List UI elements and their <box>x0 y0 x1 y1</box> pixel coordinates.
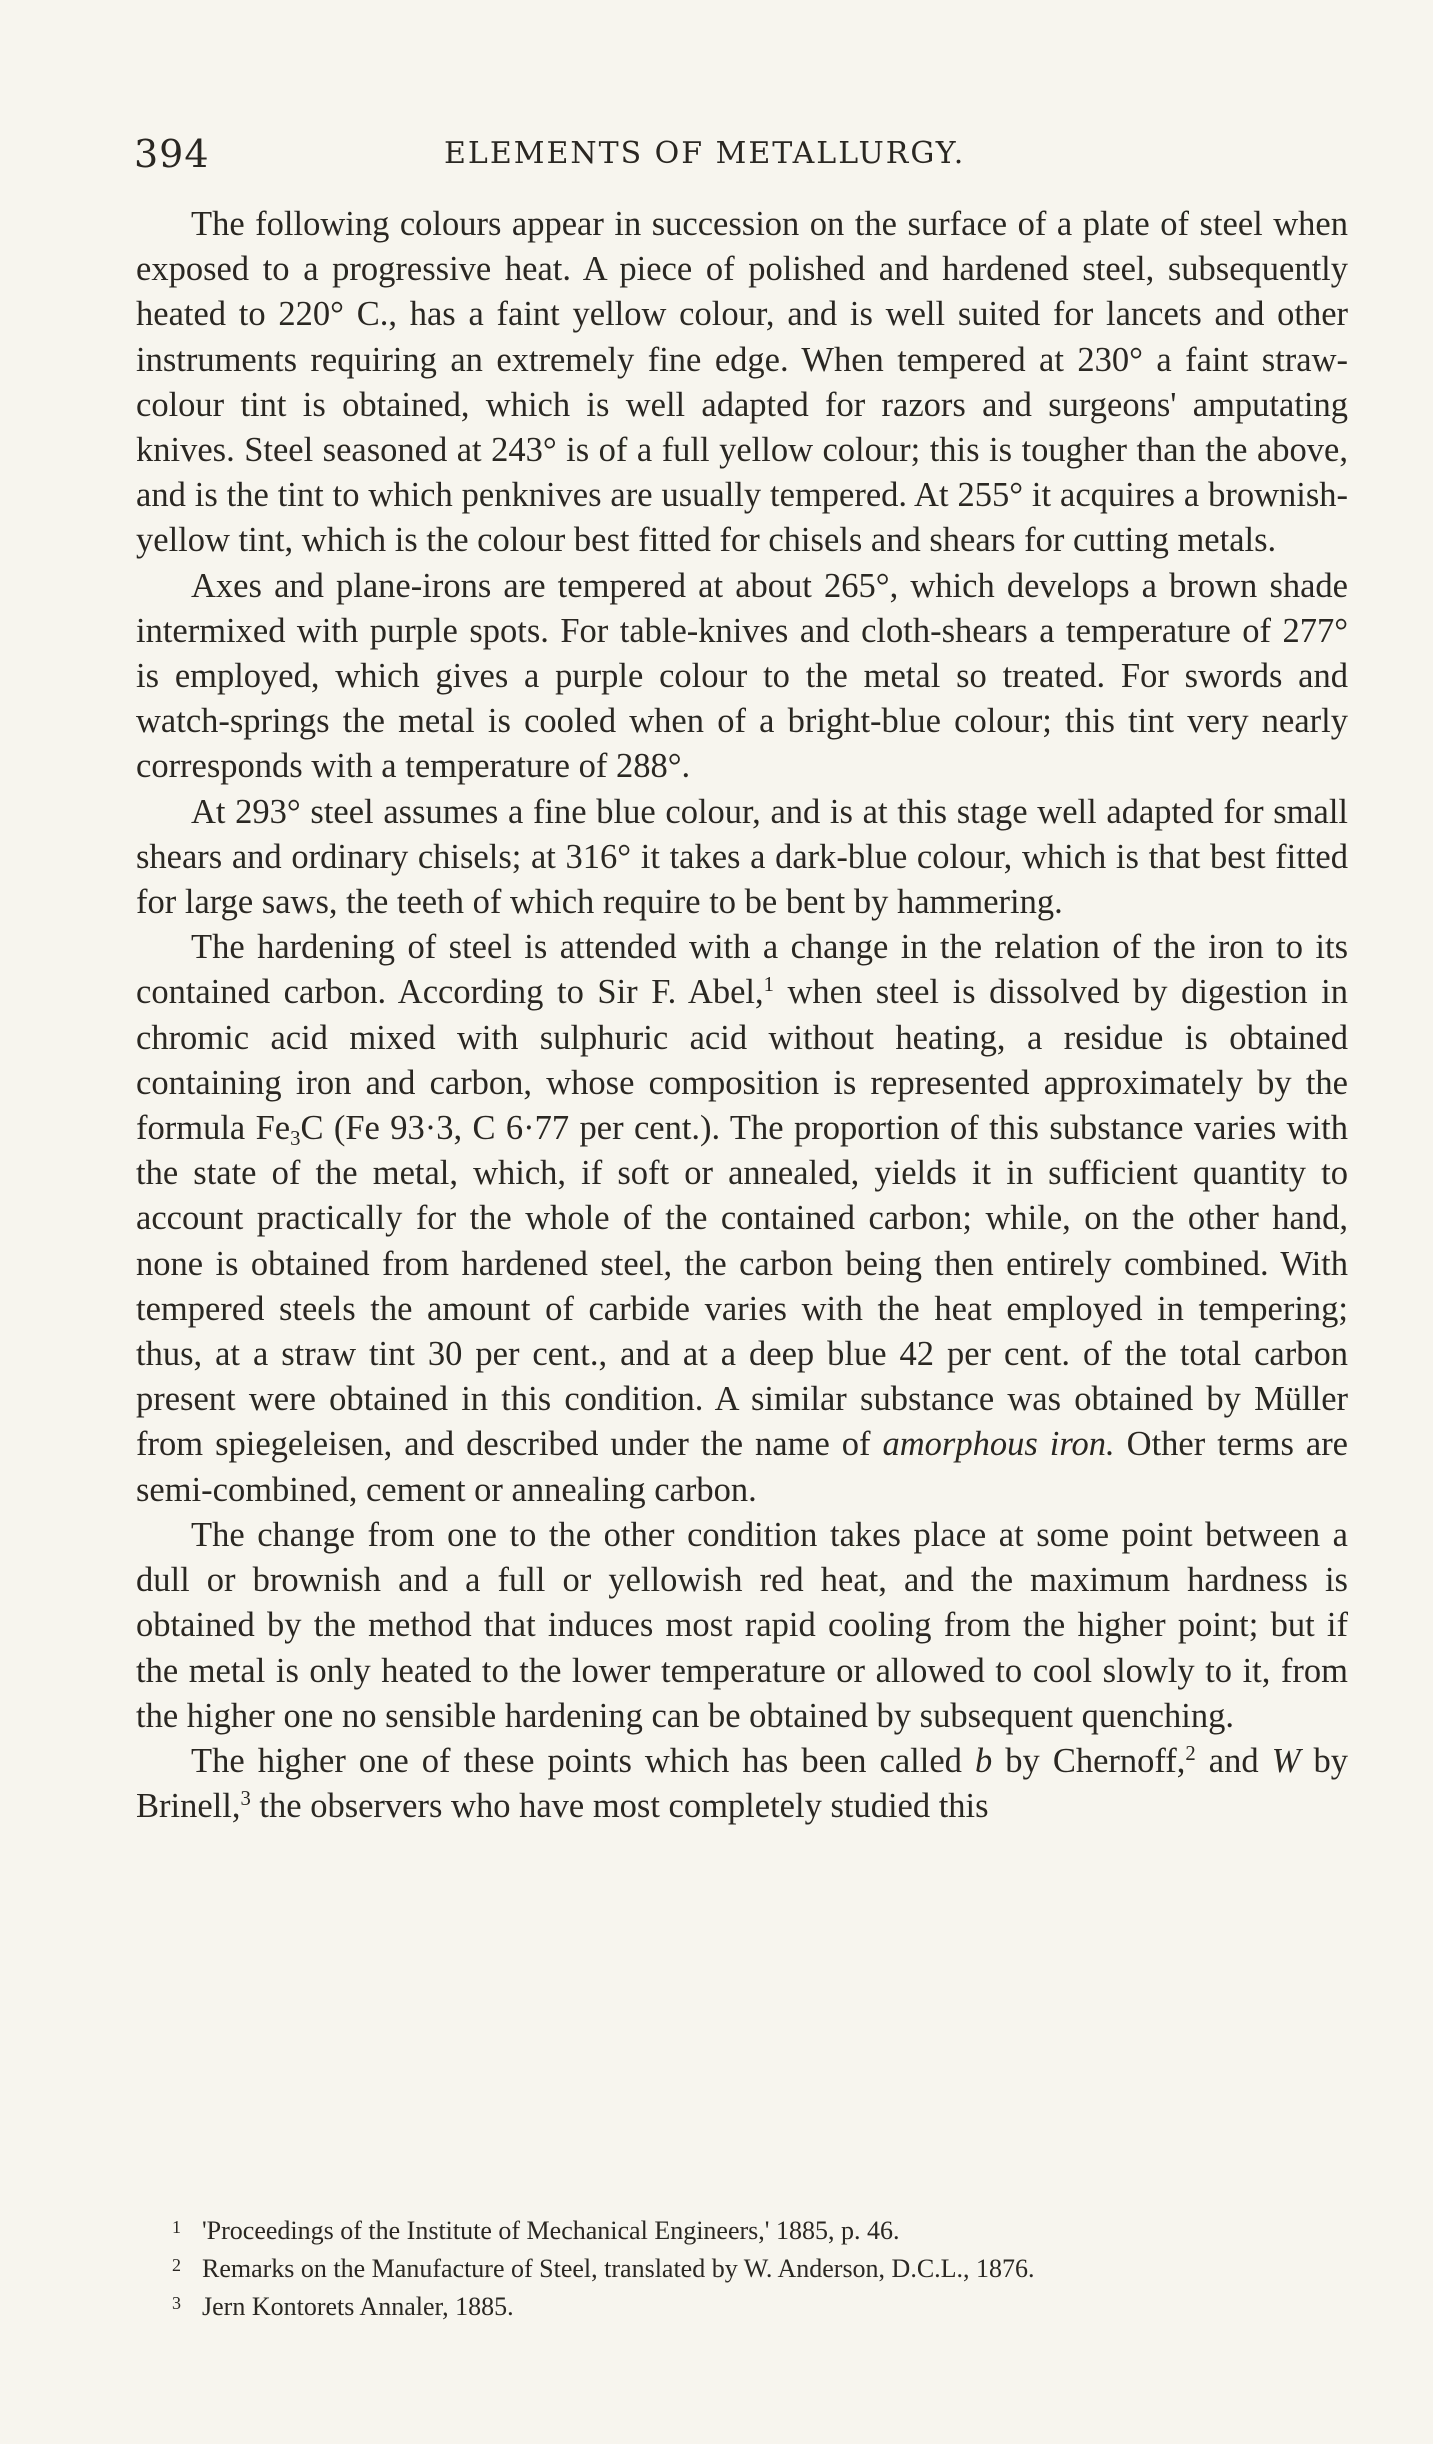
paragraph-3: At 293° steel assumes a fine blue colour, and is at this stage well adapted for small shears and ordinary chisels; at 316° it takes a dark-blue colour, which is that best fitted for large saws, the teeth of which require to be bent by hammering. <box>136 792 1348 922</box>
formula-subscript: 3 <box>290 1128 301 1151</box>
footnote-mark: 2 <box>172 2255 181 2275</box>
italic-w: W <box>1271 1741 1301 1780</box>
paragraph-4-text-a: The hardening of steel is attended with a change in the relation of the iron to its contained carbon. According to Sir F. Abel, <box>136 928 1348 1012</box>
footnotes <box>136 2212 1348 2326</box>
footnote-text: 'Proceedings of the Institute of Mechanical Engineers,' 1885, p. 46. <box>202 2216 900 2245</box>
footnote-3 <box>136 2288 1348 2326</box>
running-head <box>134 132 1349 182</box>
running-title: ELEMENTS OF METALLURGY. <box>444 136 966 171</box>
footnote-mark: 3 <box>172 2293 181 2313</box>
italic-term: amorphous iron. <box>882 1425 1115 1464</box>
footnote-1 <box>136 2212 1348 2250</box>
paragraph-2: Axes and plane-irons are tempered at about 265°, which develops a brown shade intermixed with purple spots. For table-knives and cloth-shears a temperature of 277° is employed, which gives a purple colour to the metal so treated. For swords and watch-springs the metal is cooled when of a bright-blue colour; this tint very nearly corresponds with a temperature of 288°. <box>136 566 1348 786</box>
footnote-mark: 1 <box>172 2217 181 2237</box>
paragraph-6-text-b: by Chernoff, <box>992 1741 1186 1780</box>
footnote-ref-3: 3 <box>240 1788 251 1811</box>
paragraph-5: The change from one to the other condition takes place at some point between a dull or brownish and a full or yellowish red heat, and the maximum hardness is obtained by the method that induces most rapid cooling from the higher point; but if the metal is only heated to the lower temperature or allowed to cool slowly to it, from the higher one no sensible hardening can be obtained by subsequent quenching. <box>136 1515 1348 1735</box>
paragraph-6-text-a: The higher one of these points which has been called <box>191 1741 975 1780</box>
italic-b: b <box>974 1741 993 1780</box>
footnote-text: Remarks on the Manufacture of Steel, translated by W. Anderson, D.C.L., 1876. <box>202 2254 1035 2283</box>
paragraph-6 <box>136 1739 1348 1829</box>
paragraph-4-text-b: when steel is dissolved by digestion in chromic acid mixed with sulphuric acid without heating, a residue is obtained containing iron and carbon, whose composition is represented approximately by the formula Fe <box>136 973 1348 1148</box>
paragraph-6-text-e: the observers who have most completely studied this <box>250 1787 989 1826</box>
footnote-ref-1: 1 <box>763 974 774 997</box>
paragraph-4 <box>136 925 1348 1513</box>
paragraph-4-text-c: C (Fe 93·3, C 6·77 per cent.). The proportion of this substance varies with the state of the metal, which, if soft or annealed, yields it in sufficient quantity to account practically for the whole of the contained carbon; while, on the other hand, none is obtained from hardened steel, the carbon being then entirely combined. With tempered steels the amount of carbide varies with the heat employed in tempering; thus, at a straw tint 30 per cent., and at a deep blue 42 per cent. of the total carbon present were obtained in this condition. A similar substance was obtained by Müller from spiegeleisen, and described under the name of <box>136 1109 1348 1464</box>
paragraph-6-text-c: and <box>1195 1741 1272 1780</box>
paragraph-6-text-d: by Brinell, <box>136 1741 1348 1826</box>
body-text <box>136 202 1348 1829</box>
footnote-2 <box>136 2250 1348 2288</box>
footnote-text: Jern Kontorets Annaler, 1885. <box>202 2292 514 2321</box>
page-number: 394 <box>134 132 210 176</box>
footnote-ref-2: 2 <box>1185 1742 1196 1765</box>
paragraph-4-text-d: Other terms are semi-combined, cement or annealing carbon. <box>136 1425 1348 1509</box>
paragraph-1: The following colours appear in succession on the surface of a plate of steel when exposed to a progressive heat. A piece of polished and hardened steel, subsequently heated to 220° C., has a faint yellow colour, and is well suited for lancets and other instruments requiring an extremely fine edge. When tempered at 230° a faint straw-colour tint is obtained, which is well adapted for razors and surgeons' amputating knives. Steel seasoned at 243° is of a full yellow colour; this is tougher than the above, and is the tint to which penknives are usually tempered. At 255° it acquires a brownish-yellow tint, which is the colour best fitted for chisels and shears for cutting metals. <box>136 205 1348 560</box>
